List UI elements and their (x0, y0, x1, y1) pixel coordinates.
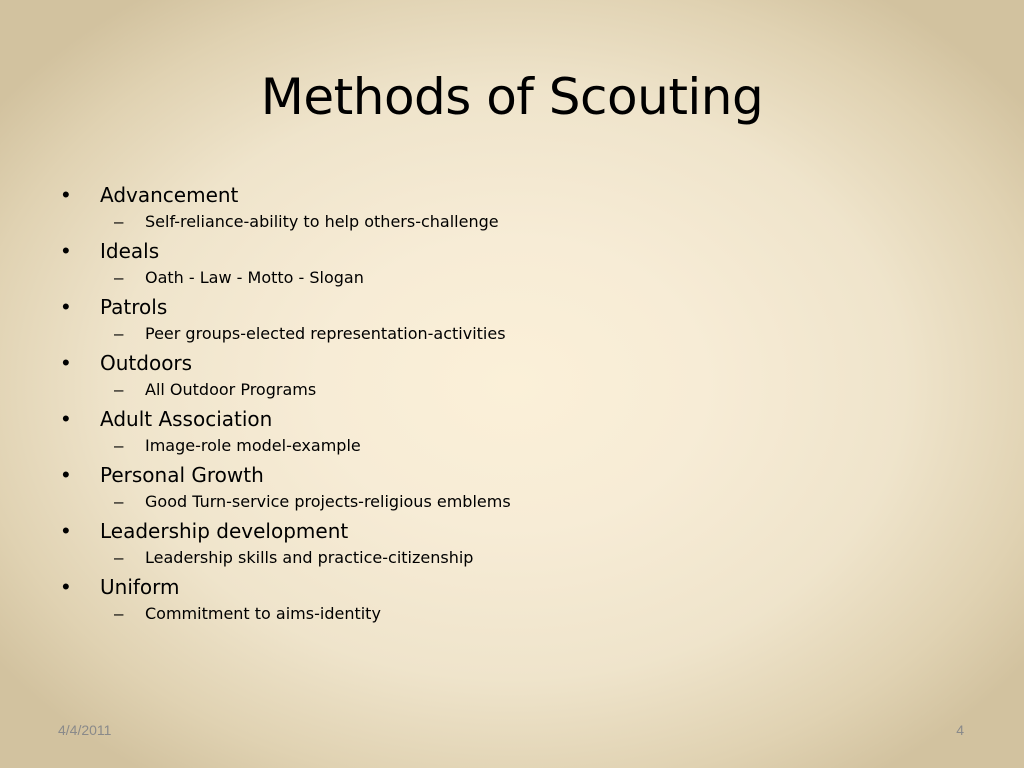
list-item (62, 402, 942, 458)
bullet-icon: • (62, 238, 70, 263)
slide-number: 4 (956, 722, 964, 738)
dash-icon: – (114, 436, 124, 455)
sub-bullet-label: Peer groups-elected representation-activities (145, 324, 506, 343)
bullet-label: Patrols (100, 295, 168, 319)
bullet-label: Personal Growth (100, 463, 264, 487)
bullet-icon: • (62, 518, 70, 543)
dash-icon: – (114, 548, 124, 567)
bullet-icon: • (62, 406, 70, 431)
sub-bullet-label: Leadership skills and practice-citizenship (145, 548, 474, 567)
bullet-label: Uniform (100, 575, 180, 599)
dash-icon: – (114, 268, 124, 287)
bullet-icon: • (62, 294, 70, 319)
list-item (62, 514, 942, 570)
list-item (62, 458, 942, 514)
footer-date: 4/4/2011 (58, 722, 112, 738)
sub-bullet-label: Commitment to aims-identity (145, 604, 381, 623)
bullet-label: Adult Association (100, 407, 273, 431)
sub-bullet-label: Oath - Law - Motto - Slogan (145, 268, 364, 287)
slide-title: Methods of Scouting (260, 68, 764, 126)
dash-icon: – (114, 380, 124, 399)
dash-icon: – (114, 604, 124, 623)
dash-icon: – (114, 212, 124, 231)
list-item (62, 346, 942, 402)
sub-bullet-label: All Outdoor Programs (145, 380, 317, 399)
bullet-list (62, 178, 942, 626)
sub-bullet-label: Self-reliance-ability to help others-challenge (145, 212, 499, 231)
bullet-label: Leadership development (100, 519, 349, 543)
bullet-label: Advancement (100, 183, 239, 207)
list-item (62, 290, 942, 346)
bullet-icon: • (62, 350, 70, 375)
bullet-label: Ideals (100, 239, 160, 263)
dash-icon: – (114, 492, 124, 511)
dash-icon: – (114, 324, 124, 343)
bullet-icon: • (62, 182, 70, 207)
list-item (62, 234, 942, 290)
bullet-label: Outdoors (100, 351, 193, 375)
bullet-icon: • (62, 462, 70, 487)
list-item (62, 178, 942, 234)
list-item (62, 570, 942, 626)
sub-bullet-label: Image-role model-example (145, 436, 361, 455)
sub-bullet-label: Good Turn-service projects-religious emblems (145, 492, 511, 511)
bullet-icon: • (62, 574, 70, 599)
